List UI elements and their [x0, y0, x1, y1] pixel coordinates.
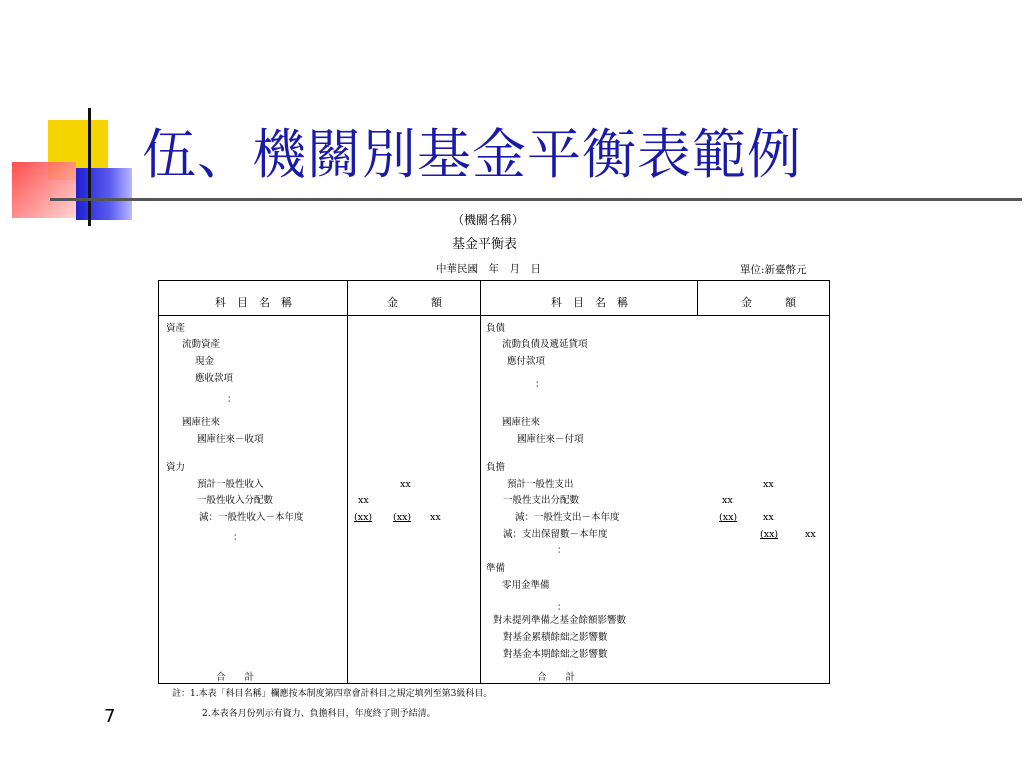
treasury-receipts-label: 國庫往來－收項 [197, 434, 264, 445]
total-right-label: 合 計 [537, 672, 576, 683]
petty-cash-label: 零用金準備 [502, 580, 550, 591]
receivables-label: 應收款項 [195, 373, 234, 384]
date-line: 中華民國 年 月 日 [436, 263, 541, 275]
title-underline-rule [50, 198, 1022, 201]
current-assets-label: 流動資產 [182, 339, 221, 350]
amount-xx: xx [430, 512, 441, 523]
red-square-decoration [12, 162, 76, 218]
blue-square-decoration [76, 168, 132, 220]
header-divider [159, 315, 829, 316]
header-item-left: 科 目 名 稱 [215, 296, 292, 309]
column-divider [697, 281, 698, 315]
header-amount-right: 金 額 [741, 296, 796, 309]
less-reserved-label: 減：支出保留數－本年度 [503, 529, 608, 540]
currency-unit: 單位:新臺幣元 [740, 264, 807, 276]
treasury-payments-label: 國庫往來－付項 [517, 434, 584, 445]
amount-xx: xx [805, 529, 816, 540]
accumulated-effect-label: 對基金累積餘絀之影響數 [503, 632, 608, 643]
cash-label: 現金 [195, 356, 215, 367]
allocated-expenditure-label: 一般性支出分配數 [503, 495, 580, 506]
amount-xx: xx [763, 512, 774, 523]
continuation-dots: ： [535, 379, 545, 390]
balance-sheet-table [158, 280, 830, 684]
allocated-revenue-label: 一般性收入分配數 [197, 495, 274, 506]
less-revenue-label: 減：一般性收入－本年度 [199, 512, 304, 523]
column-divider [347, 281, 348, 683]
total-left-label: 合 計 [216, 672, 255, 683]
footnote-2: 2.本表各月份列示有資力、負擔科目，年度終了則予結清。 [202, 709, 436, 719]
obligations-label: 負擔 [486, 462, 506, 473]
est-expenditure-label: 預計一般性支出 [507, 479, 574, 490]
organization-name: （機關名稱） [452, 213, 525, 227]
continuation-dots: ： [557, 545, 567, 556]
unappropriated-label: 對未提列準備之基金餘額影響數 [493, 615, 627, 626]
reserves-label: 準備 [486, 563, 506, 574]
amount-paren-xx: (xx) [760, 529, 779, 540]
continuation-dots: ： [557, 602, 567, 613]
header-item-right: 科 目 名 稱 [551, 296, 628, 309]
liabilities-label: 負債 [486, 323, 506, 334]
amount-paren-xx: (xx) [354, 512, 373, 523]
continuation-dots: ： [227, 394, 237, 405]
less-expenditure-label: 減：一般性支出－本年度 [515, 512, 620, 523]
treasury-label: 國庫往來 [182, 417, 221, 428]
payables-label: 應付款項 [507, 356, 546, 367]
column-divider [480, 281, 481, 683]
capital-label: 資力 [166, 462, 186, 473]
current-liabilities-label: 流動負債及遞延貸項 [502, 339, 588, 350]
vertical-rule [88, 108, 91, 226]
assets-label: 資產 [166, 323, 186, 334]
sheet-title: 基金平衡表 [452, 237, 518, 252]
treasury-label: 國庫往來 [502, 417, 541, 428]
amount-paren-xx: (xx) [719, 512, 738, 523]
footnote-1: 註：1.本表「科目名稱」欄應按本制度第四章會計科目之規定填列至第3級科目。 [172, 689, 493, 699]
est-revenue-label: 預計一般性收入 [197, 479, 264, 490]
amount-paren-xx: (xx) [393, 512, 412, 523]
continuation-dots: ： [233, 532, 243, 543]
amount-xx: xx [400, 479, 411, 490]
amount-xx: xx [358, 495, 369, 506]
header-amount-left: 金 額 [387, 296, 442, 309]
amount-xx: xx [722, 495, 733, 506]
page-number: 7 [104, 706, 116, 727]
current-effect-label: 對基金本期餘絀之影響數 [503, 649, 608, 660]
amount-xx: xx [763, 479, 774, 490]
slide-title: 伍、機關別基金平衡表範例 [142, 123, 802, 186]
